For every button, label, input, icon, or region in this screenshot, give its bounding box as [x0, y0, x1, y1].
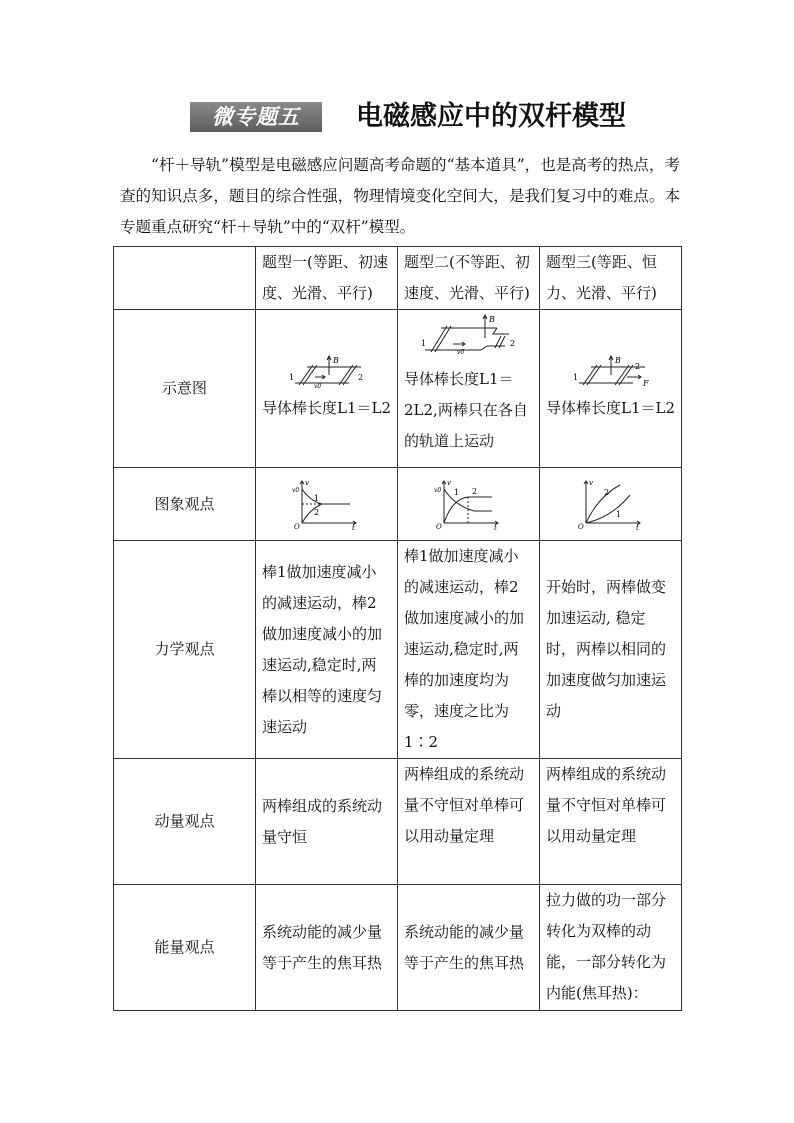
bar1-label: 1: [420, 339, 426, 348]
b-field-label: B: [332, 356, 339, 365]
table-row: [114, 885, 682, 1011]
origin-label: O: [435, 523, 442, 531]
curve1-label: 1: [453, 488, 459, 497]
table-row: [114, 541, 682, 759]
bar1-label: 1: [288, 373, 294, 382]
comparison-table: [113, 246, 682, 1011]
v0-tick: v0: [291, 487, 299, 494]
mechanics-cell-2: 棒1做加速度减小的减速运动，棒2做加速度减小的加速运动,稳定时,两棒的加速度均为零，速度之比为1∶2: [398, 541, 540, 759]
diagram-description-1: 导体棒长度L1＝L2: [262, 399, 392, 417]
v-axis-label: v: [304, 479, 309, 487]
v0-label: v0: [456, 349, 464, 356]
t-axis-label: t: [635, 524, 639, 531]
momentum-cell-2: 两棒组成的系统动量不守恒对单棒可以用动量定理: [398, 759, 540, 885]
topic-badge-text: 微专题五: [212, 105, 300, 129]
title-row: [0, 94, 794, 144]
graph-cell-3: [540, 468, 682, 541]
v-axis-label: v: [588, 479, 593, 487]
table-row: [114, 468, 682, 541]
b-field-label: B: [614, 356, 621, 365]
graph-cell-1: [256, 468, 398, 541]
column-header-1: 题型一(等距、初速度、光滑、平行): [256, 247, 398, 310]
mechanics-cell-3: 开始时，两棒做变加速运动, 稳定时，两棒以相同的加速度做匀加速运动: [540, 541, 682, 759]
row-label: 动量观点: [114, 759, 256, 885]
bar2-label: 2: [509, 339, 515, 348]
column-header-3: 题型三(等距、恒力、光滑、平行): [540, 247, 682, 310]
rails-diagram-3: [571, 353, 651, 393]
rails-diagram-2: [419, 310, 519, 364]
origin-label: O: [293, 523, 300, 531]
row-label: 示意图: [114, 310, 256, 468]
diagram-description-3: 导体棒长度L1＝L2: [546, 399, 676, 417]
corner-cell: [114, 247, 256, 310]
energy-cell-2: 系统动能的减少量等于产生的焦耳热: [398, 885, 540, 1011]
force-label: F: [642, 379, 649, 388]
momentum-cell-3: 两棒组成的系统动量不守恒对单棒可以用动量定理: [540, 759, 682, 885]
bar1-label: 1: [572, 373, 578, 382]
v-axis-label: v: [446, 479, 451, 487]
curve2-label: 2: [313, 508, 319, 517]
v0-tick: v0: [433, 487, 441, 494]
table-header-row: [114, 247, 682, 310]
curve2-label: 2: [471, 487, 477, 496]
momentum-cell-1: 两棒组成的系统动量守恒: [256, 759, 398, 885]
vt-graph-2: [434, 477, 504, 531]
t-axis-label: t: [493, 524, 497, 531]
topic-badge: [190, 102, 322, 132]
column-header-2: 题型二(不等距、初速度、光滑、平行): [398, 247, 540, 310]
diagram-cell-3: [540, 310, 682, 468]
page-title: 电磁感应中的双杆模型: [356, 101, 626, 132]
curve1-label: 1: [313, 494, 319, 503]
row-label: 力学观点: [114, 541, 256, 759]
row-label: 能量观点: [114, 885, 256, 1011]
v0-label: v0: [313, 383, 321, 390]
mechanics-cell-1: 棒1做加速度减小的减速运动，棒2做加速度减小的加速运动,稳定时,两棒以相等的速度匀速运动: [256, 541, 398, 759]
intro-paragraph: “杆＋导轨”模型是电磁感应问题高考命题的“基本道具”，也是高考的热点，考查的知识点多，题目的综合性强，物理情境变化空间大，是我们复习中的难点。本专题重点研究“杆＋导轨”中的“双杆”模型。: [120, 156, 680, 236]
bar2-label: 2: [357, 373, 363, 382]
diagram-description-2: 导体棒长度L1＝2L2,两棒只在各自的轨道上运动: [404, 370, 528, 450]
rails-diagram-1: [287, 353, 367, 393]
vt-graph-3: [576, 477, 646, 531]
table-row: [114, 759, 682, 885]
vt-graph-1: [292, 477, 362, 531]
table-row: [114, 310, 682, 468]
energy-cell-3: 拉力做的功一部分转化为双棒的动能，一部分转化为内能(焦耳热)：: [540, 885, 682, 1011]
graph-cell-2: [398, 468, 540, 541]
t-axis-label: t: [351, 524, 355, 531]
diagram-cell-2: [398, 310, 540, 468]
curve1-label: 1: [615, 510, 621, 519]
bar2-label: 2: [634, 362, 640, 371]
curve2-label: 2: [603, 488, 609, 497]
row-label: 图象观点: [114, 468, 256, 541]
origin-label: O: [577, 523, 584, 531]
b-field-label: B: [488, 315, 495, 324]
energy-cell-1: 系统动能的减少量等于产生的焦耳热: [256, 885, 398, 1011]
diagram-cell-1: [256, 310, 398, 468]
